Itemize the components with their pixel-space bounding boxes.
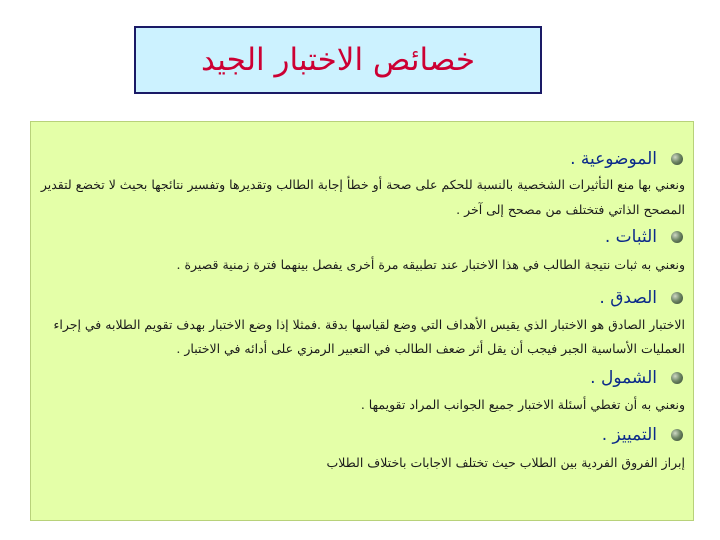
bullet-label-validity: الصدق . <box>599 288 657 308</box>
bullet-discrimination <box>602 424 683 446</box>
bullet-label-comprehensiveness: الشمول . <box>590 368 657 388</box>
desc-reliability-line-1: ونعني به ثبات نتيجة الطالب في هذا الاختبار عند تطبيقه مرة أخرى يفصل بينهما فترة زمنية قصيرة . <box>176 257 685 272</box>
desc-objectivity-line-1: ونعني بها منع التأثيرات الشخصية بالنسبة للحكم على صحة أو خطأ إجابة الطالب وتقديرها وتفسير نتائجها بحيث لا تخضع لتقدير <box>40 177 685 192</box>
bullet-label-reliability: الثبات . <box>604 227 657 247</box>
desc-objectivity-line-2: المصحح الذاتي فتختلف من مصحح إلى آخر . <box>456 202 685 217</box>
desc-comprehensiveness-line-1: ونعني به أن تغطي أسئلة الاختبار جميع الجوانب المراد تقويمها . <box>360 397 685 412</box>
bullet-label-discrimination: التمييز . <box>601 425 657 445</box>
content-box <box>30 121 694 521</box>
bullet-objectivity <box>570 148 683 170</box>
bullet-validity <box>599 287 683 309</box>
desc-discrimination-line-1: إبراز الفروق الفردية بين الطلاب حيث تختلف الاجابات باختلاف الطلاب <box>326 455 685 470</box>
slide-title: خصائص الاختبار الجيد <box>200 42 476 78</box>
desc-validity-line-1: الاختبار الصادق هو الاختبار الذي يقيس الأهداف التي وضع لقياسها بدقة .فمثلا إذا وضع الاختبار بهدف تقويم الطلابه في إجراء <box>53 317 685 332</box>
bullet-icon <box>671 372 683 384</box>
bullet-reliability <box>605 226 683 248</box>
desc-validity-line-2: العمليات الأساسية الجبر فيجب أن يقل أثر ضعف الطالب في التعبير الرمزي على أدائه في الاختبار . <box>176 341 685 356</box>
bullet-icon <box>671 231 683 243</box>
bullet-icon <box>671 292 683 304</box>
title-box <box>134 26 542 94</box>
bullet-icon <box>671 153 683 165</box>
bullet-label-objectivity: الموضوعية . <box>570 149 657 169</box>
bullet-icon <box>671 429 683 441</box>
bullet-comprehensiveness <box>590 367 683 389</box>
